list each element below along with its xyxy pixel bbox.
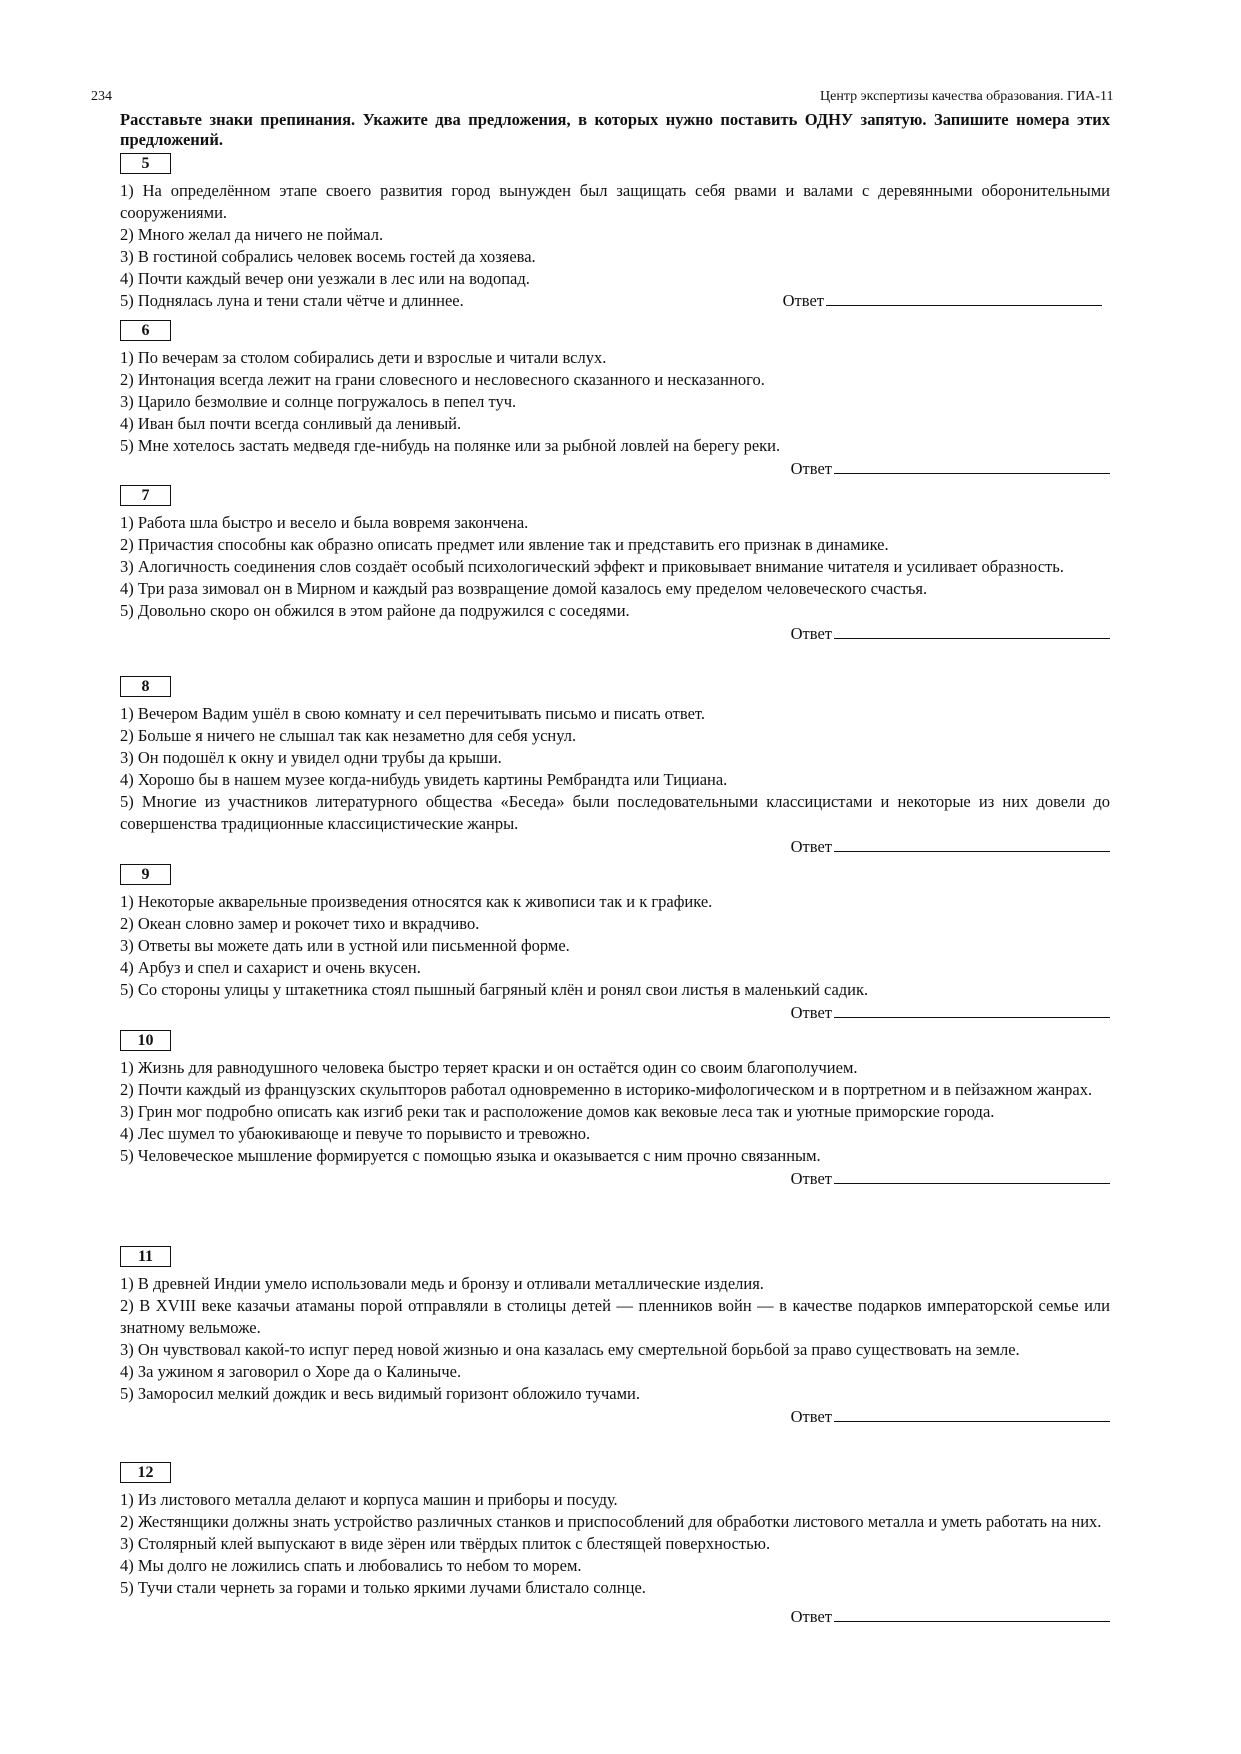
- page-number: 234: [91, 89, 112, 104]
- task-number-box: 7: [120, 485, 171, 506]
- answer-field[interactable]: [120, 1001, 1110, 1024]
- answer-field[interactable]: [120, 1605, 1110, 1628]
- list-item: 2) Больше я ничего не слышал так как незаметно для себя уснул.: [120, 726, 577, 745]
- answer-label: Ответ: [790, 837, 832, 856]
- task-number-box: 6: [120, 320, 171, 341]
- answer-field[interactable]: [120, 622, 1110, 645]
- list-item: 1) Работа шла быстро и весело и была вовремя закончена.: [120, 513, 529, 532]
- answer-label: Ответ: [790, 1607, 832, 1626]
- answer-label: Ответ: [790, 459, 832, 478]
- list-item: 1) Жизнь для равнодушного человека быстро теряет краски и он остаётся один со своим благополучием.: [120, 1058, 858, 1077]
- answer-field[interactable]: [120, 835, 1110, 858]
- list-item: 4) Три раза зимовал он в Мирном и каждый раз возвращение домой казалось ему пределом человеческого счастья.: [120, 579, 928, 598]
- task-12: [120, 1462, 1110, 1628]
- list-item: 4) Почти каждый вечер они уезжали в лес или на водопад.: [120, 269, 530, 288]
- list-item: 3) Ответы вы можете дать или в устной или письменной форме.: [120, 936, 570, 955]
- list-item: 3) Он подошёл к окну и увидел одни трубы да крыши.: [120, 748, 502, 767]
- list-item: 5) Довольно скоро он обжился в этом районе да подружился с соседями.: [120, 601, 630, 620]
- task-10: [120, 1030, 1110, 1190]
- list-item: 1) На определённом этапе своего развития город вынужден был защищать себя рвами и валами с деревянными оборонительными сооружениями.: [120, 181, 1110, 222]
- list-item: 3) Он чувствовал какой-то испуг перед новой жизнью и она казалась ему смертельной борьбой за право существовать на земле.: [120, 1340, 1020, 1359]
- answer-field[interactable]: [120, 1405, 1110, 1428]
- task-number-box: 12: [120, 1462, 171, 1483]
- list-item: 5) Тучи стали чернеть за горами и только яркими лучами блистало солнце.: [120, 1578, 646, 1597]
- list-item: 3) Грин мог подробно описать как изгиб реки так и расположение домов как вековые леса так и уютные приморские города.: [120, 1102, 995, 1121]
- list-item: 5) Заморосил мелкий дождик и весь видимый горизонт обложило тучами.: [120, 1384, 640, 1403]
- list-item: 4) За ужином я заговорил о Хоре да о Калиныче.: [120, 1362, 462, 1381]
- list-item: 4) Хорошо бы в нашем музее когда-нибудь увидеть картины Рембрандта или Тициана.: [120, 770, 728, 789]
- list-item: 3) Алогичность соединения слов создаёт особый психологический эффект и приковывает внимание читателя и усиливает образность.: [120, 557, 1064, 576]
- list-item: 5) Человеческое мышление формируется с помощью языка и оказывается с ним прочно связанным.: [120, 1146, 821, 1165]
- answer-label: Ответ: [790, 624, 832, 643]
- task-6: [120, 320, 1110, 480]
- list-item: 3) Столярный клей выпускают в виде зёрен или твёрдых плиток с блестящей поверхностью.: [120, 1534, 771, 1553]
- answer-label: Ответ: [790, 1169, 832, 1188]
- list-item: 2) Почти каждый из французских скульпторов работал одновременно в историко-мифологическом и в портретном и в пейзажном жанрах.: [120, 1080, 1093, 1099]
- answer-underline[interactable]: [834, 622, 1110, 639]
- list-item: 2) Океан словно замер и рокочет тихо и вкрадчиво.: [120, 914, 480, 933]
- list-item: 2) Жестянщики должны знать устройство различных станков и приспособлений для обработки листового металла и уметь работать на них.: [120, 1512, 1102, 1531]
- list-item: 4) Мы долго не ложились спать и любовались то небом то морем.: [120, 1556, 582, 1575]
- answer-underline[interactable]: [834, 1001, 1110, 1018]
- list-item: 1) Из листового металла делают и корпуса машин и приборы и посуду.: [120, 1490, 618, 1509]
- task-number-box: 5: [120, 153, 171, 174]
- task-5: [120, 153, 1110, 312]
- task-number-box: 11: [120, 1246, 171, 1267]
- list-item: 2) Причастия способны как образно описать предмет или явление так и представить его признак в динамике.: [120, 535, 889, 554]
- list-item: 5) Мне хотелось застать медведя где-нибудь на полянке или за рыбной ловлей на берегу реки.: [120, 436, 781, 455]
- answer-underline[interactable]: [834, 835, 1110, 852]
- answer-label: Ответ: [790, 1003, 832, 1022]
- list-item: 4) Арбуз и спел и сахарист и очень вкусен.: [120, 958, 421, 977]
- list-item: 2) Много желал да ничего не поймал.: [120, 225, 384, 244]
- task-7: [120, 485, 1110, 645]
- task-11: [120, 1246, 1110, 1428]
- list-item: 1) В древней Индии умело использовали медь и бронзу и отливали металлические изделия.: [120, 1274, 764, 1293]
- answer-field[interactable]: [783, 289, 1102, 312]
- list-item: 3) В гостиной собрались человек восемь гостей да хозяева.: [120, 247, 536, 266]
- task-number-box: 9: [120, 864, 171, 885]
- list-item: 4) Лес шумел то убаюкивающе и певуче то порывисто и тревожно.: [120, 1124, 591, 1143]
- task-number-box: 10: [120, 1030, 171, 1051]
- list-item: 1) Некоторые акварельные произведения относятся как к живописи так и к графике.: [120, 892, 713, 911]
- task-number-box: 8: [120, 676, 171, 697]
- running-header: Центр экспертизы качества образования. ГИА-11: [820, 89, 1114, 104]
- answer-underline[interactable]: [834, 1167, 1110, 1184]
- list-item: 5) Многие из участников литературного общества «Беседа» были последовательными классицистами и некоторые из них довели до совершенства традиционные классицистические жанры.: [120, 792, 1110, 833]
- answer-underline[interactable]: [834, 457, 1110, 474]
- answer-underline[interactable]: [834, 1405, 1110, 1422]
- task-instruction: Расставьте знаки препинания. Укажите два предложения, в которых нужно поставить ОДНУ запятую. Запишите номера этих предложений.: [120, 110, 1110, 149]
- list-item: 1) Вечером Вадим ушёл в свою комнату и сел перечитывать письмо и писать ответ.: [120, 704, 706, 723]
- task-9: [120, 864, 1110, 1024]
- list-item: 1) По вечерам за столом собирались дети и взрослые и читали вслух.: [120, 348, 607, 367]
- list-item: 5) Со стороны улицы у штакетника стоял пышный багряный клён и ронял свои листья в маленький садик.: [120, 980, 869, 999]
- task-8: [120, 676, 1110, 858]
- answer-underline[interactable]: [834, 1605, 1110, 1622]
- list-item: 4) Иван был почти всегда сонливый да ленивый.: [120, 414, 462, 433]
- answer-label: Ответ: [790, 1407, 832, 1426]
- list-item: 5) Поднялась луна и тени стали чётче и длиннее.: [120, 291, 464, 310]
- list-item: 2) Интонация всегда лежит на грани словесного и несловесного сказанного и несказанного.: [120, 370, 765, 389]
- list-item: 3) Царило безмолвие и солнце погружалось в пепел туч.: [120, 392, 517, 411]
- list-item: 2) В XVIII веке казачьи атаманы порой отправляли в столицы детей — пленников войн — в качестве подарков императорской семье или знатному вельможе.: [120, 1296, 1110, 1337]
- answer-field[interactable]: [120, 457, 1110, 480]
- answer-underline[interactable]: [826, 289, 1102, 306]
- answer-label: Ответ: [782, 291, 824, 310]
- answer-field[interactable]: [120, 1167, 1110, 1190]
